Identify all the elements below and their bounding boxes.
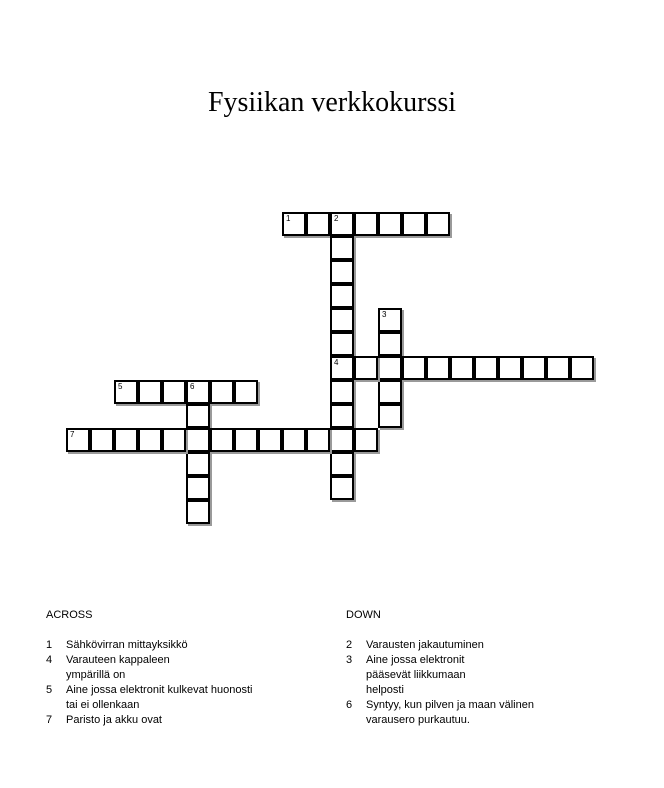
cell-number: 2	[334, 214, 339, 223]
crossword-cell[interactable]	[234, 380, 258, 404]
clue-across-1	[46, 638, 306, 653]
cell-number: 5	[118, 382, 123, 391]
crossword-cell[interactable]	[162, 428, 186, 452]
cell-number: 6	[190, 382, 195, 391]
crossword-cell[interactable]	[474, 356, 498, 380]
cell-number: 4	[334, 358, 339, 367]
crossword-cell[interactable]	[330, 332, 354, 356]
crossword-cell[interactable]	[330, 236, 354, 260]
crossword-cell[interactable]	[330, 284, 354, 308]
clue-number: 5	[46, 684, 53, 696]
clue-text: Varausten jakautuminen	[366, 639, 484, 651]
clue-number: 7	[46, 714, 53, 726]
crossword-cell[interactable]	[378, 404, 402, 428]
crossword-cell[interactable]	[282, 212, 306, 236]
page-title: Fysiikan verkkokurssi	[207, 87, 457, 118]
crossword-cell[interactable]	[330, 308, 354, 332]
crossword-cell[interactable]	[378, 308, 402, 332]
crossword-cell[interactable]	[354, 212, 378, 236]
crossword-cell[interactable]	[186, 452, 210, 476]
clue-text: Sähkövirran mittayksikkö	[66, 639, 188, 651]
clue-number: 2	[346, 639, 353, 651]
crossword-cell[interactable]	[378, 332, 402, 356]
crossword-cell[interactable]	[138, 380, 162, 404]
crossword-cell[interactable]	[162, 380, 186, 404]
crossword-cell[interactable]	[402, 212, 426, 236]
crossword-cell[interactable]	[330, 356, 354, 380]
crossword-cell[interactable]	[330, 404, 354, 428]
crossword-cell[interactable]	[402, 356, 426, 380]
crossword-cell[interactable]	[210, 380, 234, 404]
crossword-cell[interactable]	[378, 380, 402, 404]
crossword-cell[interactable]	[186, 380, 210, 404]
clue-number: 6	[346, 699, 353, 711]
crossword-cell[interactable]	[330, 428, 354, 452]
crossword-cell[interactable]	[186, 404, 210, 428]
crossword-cell[interactable]	[330, 212, 354, 236]
clue-across-5	[46, 683, 306, 713]
crossword-cell[interactable]	[330, 260, 354, 284]
crossword-cell[interactable]	[378, 356, 402, 380]
clue-text: Syntyy, kun pilven ja maan välinen varausero purkautuu.	[366, 699, 534, 726]
crossword-cell[interactable]	[114, 428, 138, 452]
across-clues	[46, 608, 306, 728]
crossword-cell[interactable]	[90, 428, 114, 452]
cell-number: 3	[382, 310, 387, 319]
crossword-cell[interactable]	[546, 356, 570, 380]
clue-number: 1	[46, 639, 53, 651]
crossword-cell[interactable]	[210, 428, 234, 452]
cell-number: 1	[286, 214, 291, 223]
crossword-cell[interactable]	[450, 356, 474, 380]
clue-text: Aine jossa elektronit kulkevat huonosti tai ei ollenkaan	[66, 684, 253, 711]
crossword-cell[interactable]	[306, 428, 330, 452]
clue-text: Varauteen kappaleen ympärillä on	[66, 654, 170, 681]
clue-down-3	[346, 653, 606, 698]
crossword-cell[interactable]	[186, 428, 210, 452]
clue-number: 3	[346, 654, 353, 666]
crossword-cell[interactable]	[234, 428, 258, 452]
crossword-cell[interactable]	[114, 380, 138, 404]
crossword-cell[interactable]	[330, 380, 354, 404]
clue-text: Paristo ja akku ovat	[66, 714, 162, 726]
crossword-cell[interactable]	[426, 356, 450, 380]
clue-across-4	[46, 653, 306, 683]
clue-number: 4	[46, 654, 53, 666]
crossword-cell[interactable]	[378, 212, 402, 236]
clue-across-7	[46, 713, 306, 728]
down-clues	[346, 608, 606, 728]
clue-down-6	[346, 698, 606, 728]
crossword-cell[interactable]	[354, 428, 378, 452]
crossword-cell[interactable]	[66, 428, 90, 452]
crossword-cell[interactable]	[258, 428, 282, 452]
across-heading: ACROSS	[46, 609, 93, 621]
crossword-cell[interactable]	[282, 428, 306, 452]
crossword-cell[interactable]	[330, 476, 354, 500]
crossword-cell[interactable]	[306, 212, 330, 236]
crossword-cell[interactable]	[186, 476, 210, 500]
clue-text: Aine jossa elektronit pääsevät liikkumaan helposti	[366, 654, 466, 696]
crossword-cell[interactable]	[426, 212, 450, 236]
crossword-cell[interactable]	[330, 452, 354, 476]
crossword-cell[interactable]	[522, 356, 546, 380]
clue-down-2	[346, 638, 606, 653]
crossword-cell[interactable]	[498, 356, 522, 380]
crossword-cell[interactable]	[570, 356, 594, 380]
crossword-cell[interactable]	[138, 428, 162, 452]
cell-number: 7	[70, 430, 75, 439]
crossword-cell[interactable]	[354, 356, 378, 380]
crossword-cell[interactable]	[186, 500, 210, 524]
down-heading: DOWN	[346, 609, 381, 621]
